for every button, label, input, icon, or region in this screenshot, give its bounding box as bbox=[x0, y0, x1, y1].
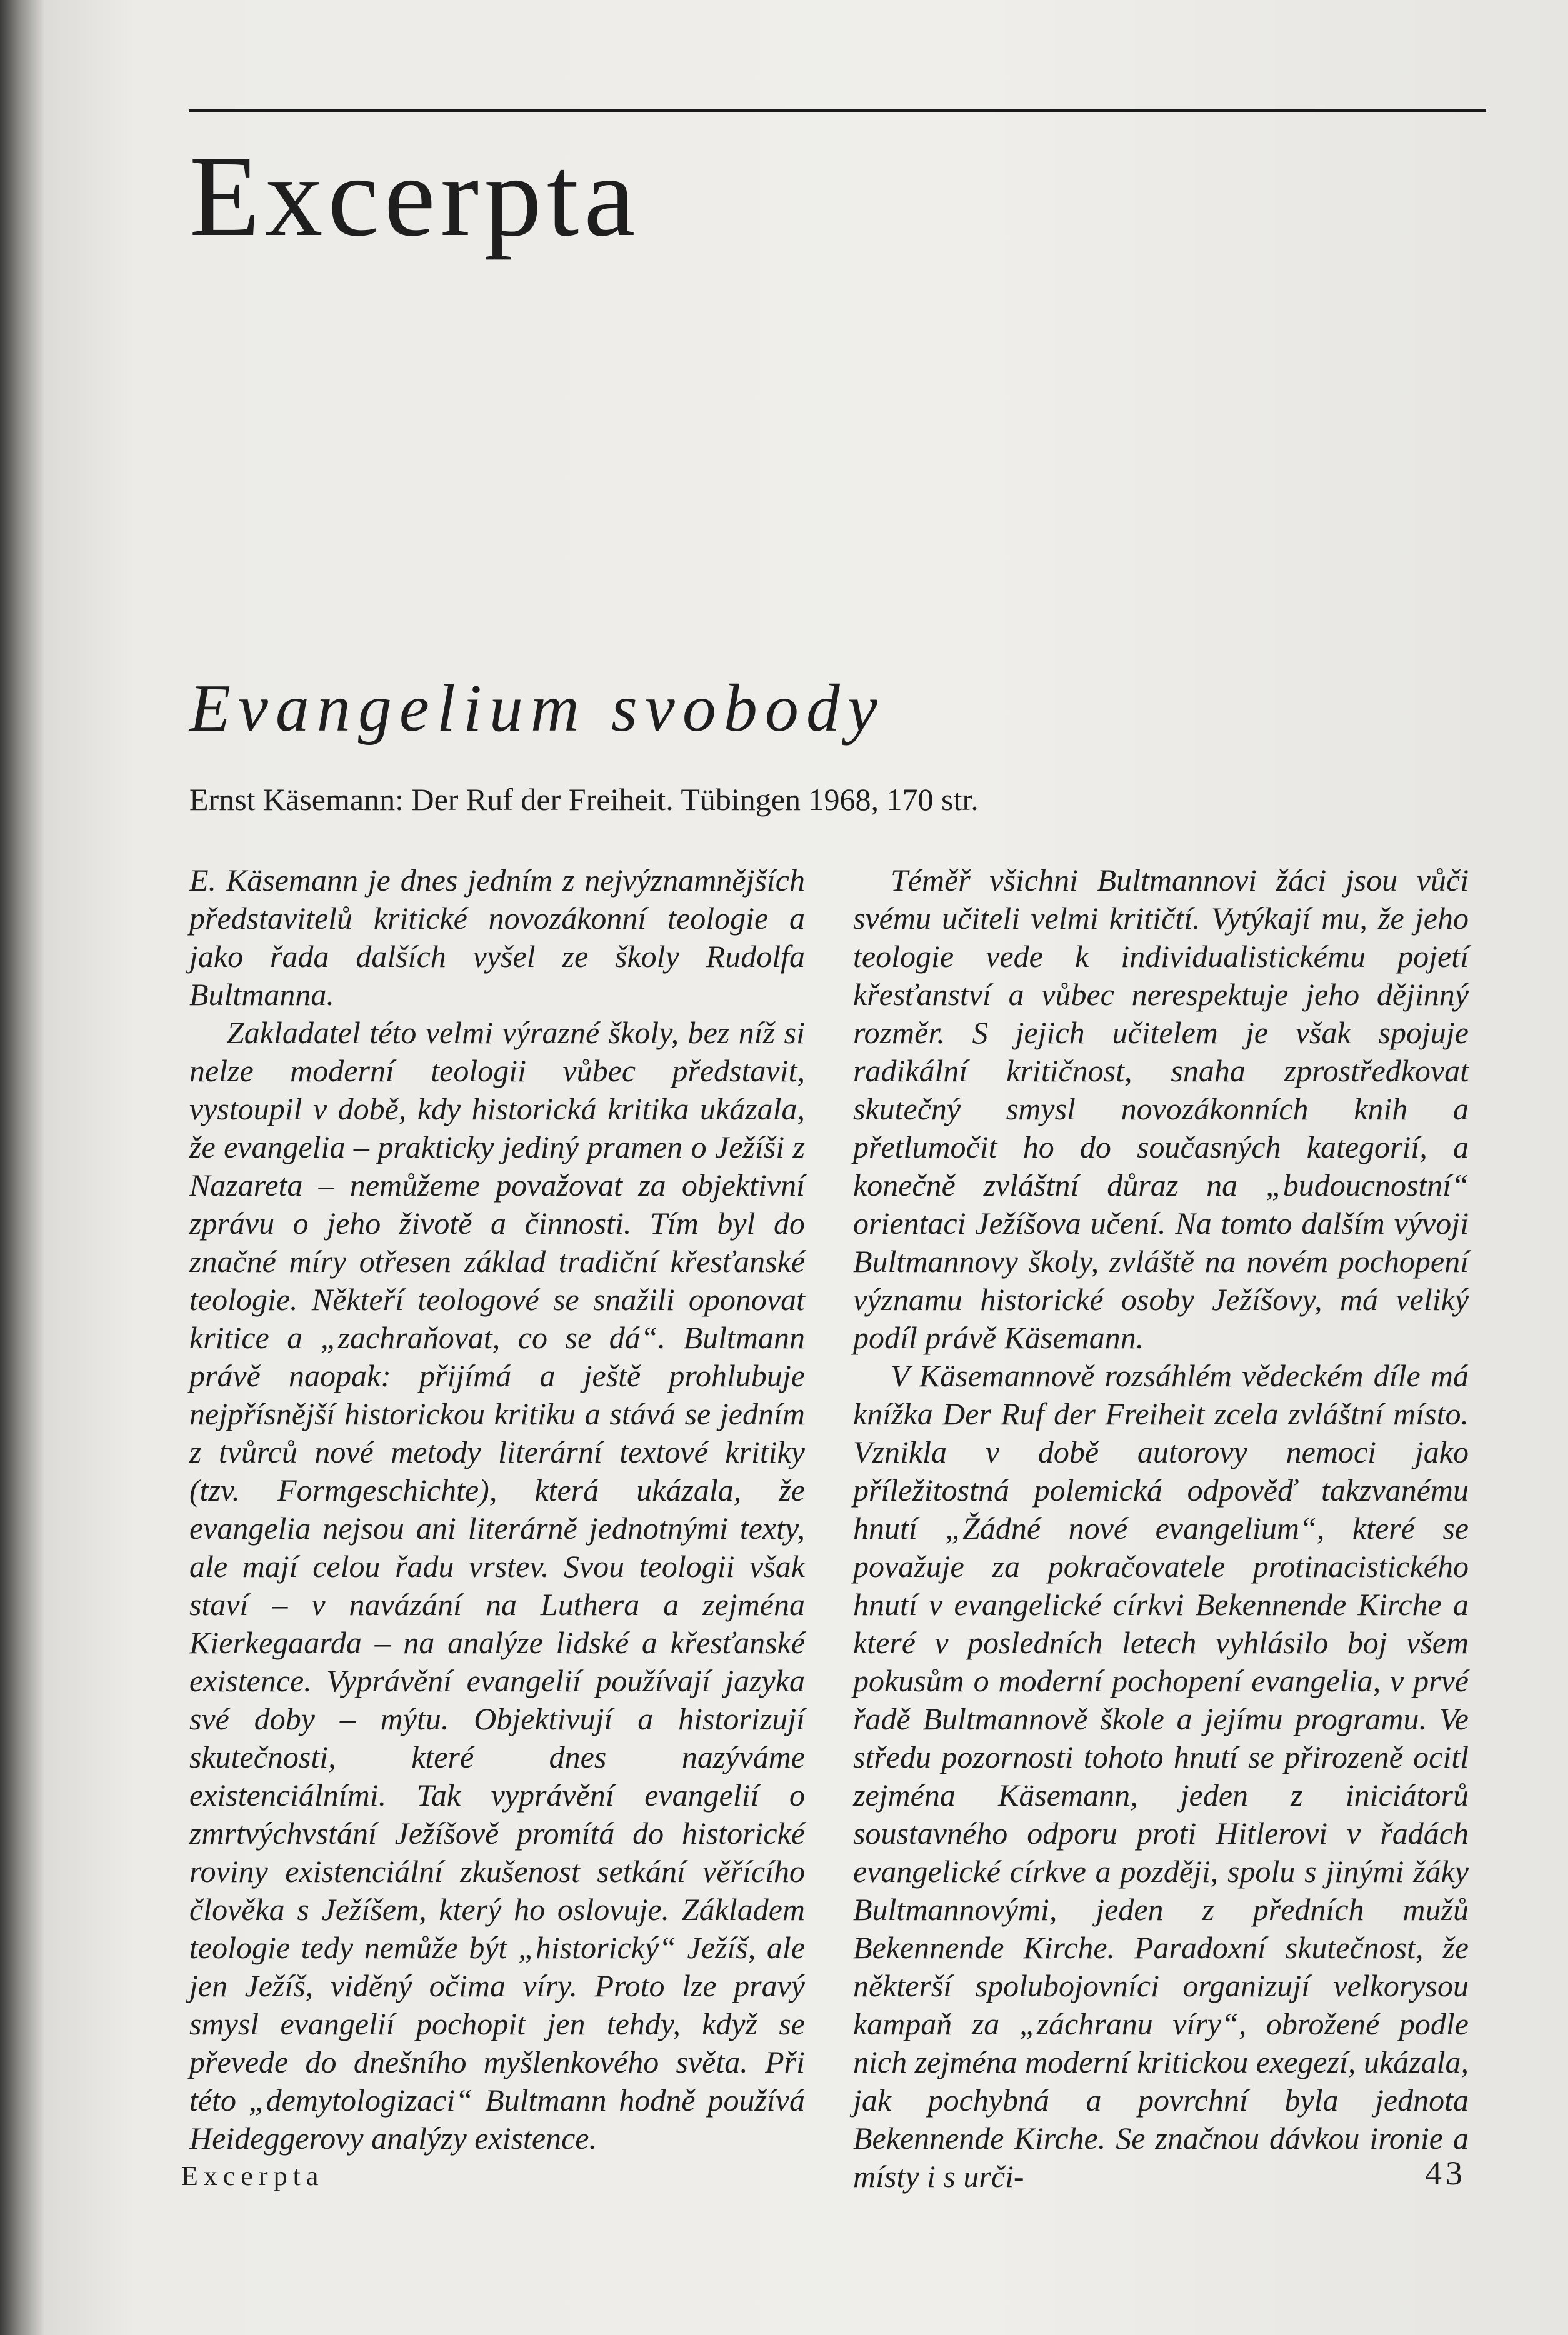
right-paragraph-1: Téměř všichni Bultmannovi žáci jsou vůči svému učiteli velmi kritičtí. Vytýkají mu, že jeho teologie vede k individualistickému pojetí křesťanství a vůbec nerespektuje jeho dějinný rozměr. S jejich učitelem je však spojuje radikální kritičnost, snaha zprostředkovat skutečný smysl novozákonních knih a přetlumočit ho do současných kategorií, a konečně zvláštní důraz na „budoucnostní“ orientaci Ježíšova učení. Na tomto dalším vývoji Bultmannovy školy, zvláště na novém pochopení významu historické osoby Ježíšovy, má veliký podíl právě Käsemann. bbox=[853, 862, 1469, 1355]
book-citation: Ernst Käsemann: Der Ruf der Freiheit. Tübingen 1968, 170 str. bbox=[189, 782, 979, 817]
header-rule bbox=[189, 109, 1486, 112]
footer-label: Excerpta bbox=[181, 2161, 324, 2191]
article-title: Evangelium svobody bbox=[189, 671, 885, 746]
section-title: Excerpta bbox=[189, 132, 641, 261]
left-column bbox=[189, 861, 805, 2158]
binding-gutter bbox=[0, 0, 44, 2335]
page-number: 43 bbox=[1425, 2154, 1466, 2192]
right-paragraph-2: V Käsemannově rozsáhlém vědeckém díle má knížka Der Ruf der Freiheit zcela zvláštní místo. Vznikla v době autorovy nemoci jako příležitostná polemická odpověď takzvanému hnutí „Žádné nové evangelium“, které se považuje za pokračovatele protinacistického hnutí v evangelické církvi Bekennende Kirche a které v posledních letech vyhlásilo boj všem pokusům o moderní pochopení evangelia, v prvé řadě Bultmannově škole a jejímu programu. Ve středu pozornosti tohoto hnutí se přirozeně ocitl zejména Käsemann, jeden z iniciátorů soustavného odporu proti Hitlerovi v řadách evangelické církve a později, spolu s jinými žáky Bultmannovými, jeden z předních mužů Bekennende Kirche. Paradoxní skutečnost, že některší spolubojovníci organizují velkorysou kampaň za „záchranu víry“, obrožené podle nich zejména moderní kritickou exegezí, ukázala, jak pochybná a povrchní byla jednota Bekennende Kirche. Se značnou dávkou ironie a místy i s urči- bbox=[853, 1358, 1469, 2194]
left-paragraph-1: E. Käsemann je dnes jedním z nejvýznamnějších představitelů kritické novozákonní teologie a jako řada dalších vyšel ze školy Rudolfa Bultmanna. bbox=[189, 862, 805, 1012]
right-column bbox=[853, 861, 1469, 2196]
left-paragraph-2: Zakladatel této velmi výrazné školy, bez níž si nelze moderní teologii vůbec představit, vystoupil v době, kdy historická kritika ukázala, že evangelia – prakticky jediný pramen o Ježíši z Nazareta – nemůžeme považovat za objektivní zprávu o jeho životě a činnosti. Tím byl do značné míry otřesen základ tradiční křesťanské teologie. Někteří teologové se snažili oponovat kritice a „zachraňovat, co se dá“. Bultmann právě naopak: přijímá a ještě prohlubuje nejpřísnější historickou kritiku a stává se jedním z tvůrců nové metody literární textové kritiky (tzv. Formgeschichte), která ukázala, že evangelia nejsou ani literárně jednotnými texty, ale mají celou řadu vrstev. Svou teologii však staví – v navázání na Luthera a zejména Kierkegaarda – na analýze lidské a křesťanské existence. Vyprávění evangelií používají jazyka své doby – mýtu. Objektivují a historizují skutečnosti, které dnes nazýváme existenciálními. Tak vyprávění evangelií o zmrtvýchvstání Ježíšově promítá do historické roviny existenciální zkušenost setkání věřícího člověka s Ježíšem, který ho oslovuje. Základem teologie tedy nemůže být „historický“ Ježíš, ale jen Ježíš, viděný očima víry. Proto lze pravý smysl evangelií pochopit jen tehdy, když se převede do dnešního myšlenkového světa. Při této „demytologizaci“ Bultmann hodně používá Heideggerovy analýzy existence. bbox=[189, 1015, 805, 2156]
